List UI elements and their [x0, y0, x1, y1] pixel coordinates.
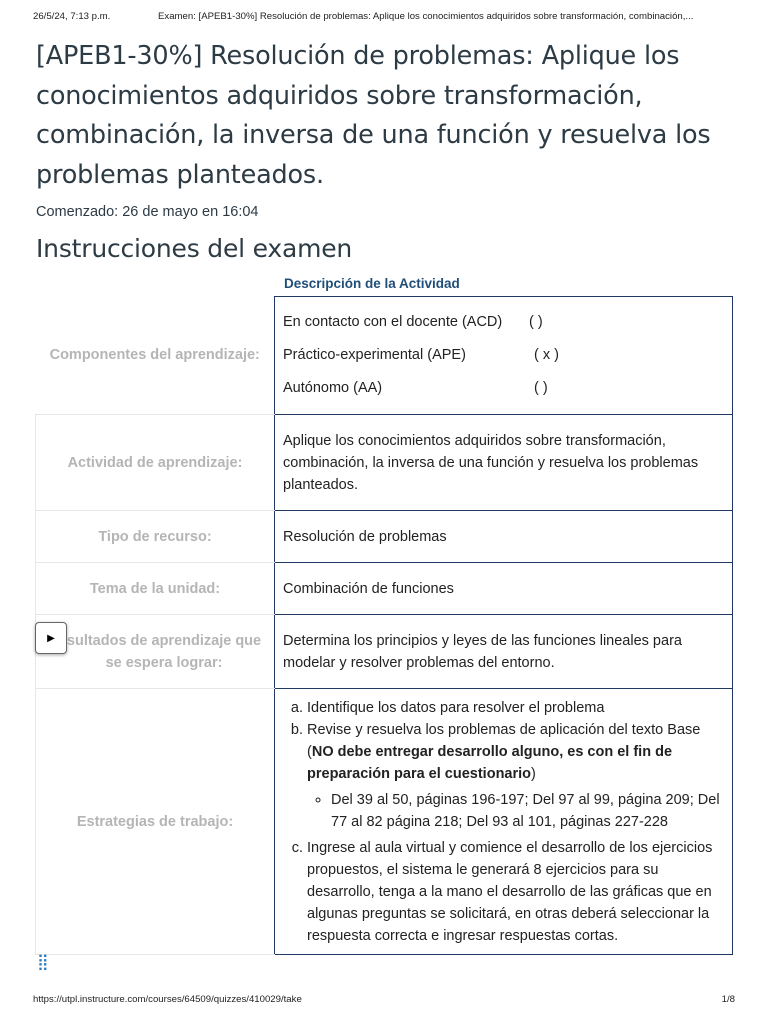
exercise-reference-list: [307, 789, 724, 833]
outcomes-label: sultados de aprendizaje que se espera lograr:: [36, 615, 275, 689]
strategy-text: Ingrese al aula virtual y comience el desarrollo de los ejercicios propuestos, el sistema le generará 8 ejercicios para su desarrollo, tenga a la mano el desarrollo de las gráficas que en algunas preguntas se solicitará, en otras deberá seleccionar la respuesta correcta e ingresar respuestas cortas.: [307, 839, 713, 944]
component-name: Autónomo (AA): [283, 380, 383, 396]
strategy-item-c: [307, 837, 724, 947]
table-row-components: [36, 297, 733, 415]
table-row-activity: [36, 415, 733, 511]
quiz-start-time: Comenzado: 26 de mayo en 16:04: [36, 204, 259, 220]
activity-value: Aplique los conocimientos adquiridos sobre transformación, combinación, la inversa de una función y resuelva los problemas planteados.: [275, 415, 733, 511]
instructions-heading: Instrucciones del examen: [36, 234, 353, 263]
components-cell: [275, 297, 733, 415]
page-url: https://utpl.instructure.com/courses/64509/quizzes/410029/take: [33, 994, 302, 1005]
strategy-text: Identifique los datos para resolver el problema: [307, 699, 605, 716]
strategy-item-b: [307, 719, 724, 833]
component-mark: ( ): [534, 380, 548, 396]
activity-label: Actividad de aprendizaje:: [36, 415, 275, 511]
print-document-title: Examen: [APEB1-30%] Resolución de problemas: Aplique los conocimientos adquiridos sobre transformación, combinación,...: [158, 11, 694, 22]
play-icon: ▶: [47, 632, 55, 644]
outcomes-value: Determina los principios y leyes de las funciones lineales para modelar y resolver problemas del entorno.: [275, 615, 733, 689]
strategies-list: [283, 697, 724, 947]
print-date: 26/5/24, 7:13 p.m.: [33, 11, 111, 22]
strategy-text-end: ): [531, 765, 536, 782]
component-item: [283, 372, 724, 405]
resource-label: Tipo de recurso:: [36, 511, 275, 563]
components-label: Componentes del aprendizaje:: [36, 297, 275, 415]
strategy-emphasis: NO debe entregar desarrollo alguno, es con el fin de preparación para el cuestionario: [307, 743, 673, 782]
resource-value: Resolución de problemas: [275, 511, 733, 563]
component-mark: ( ): [529, 314, 543, 330]
quiz-title: [APEB1-30%] Resolución de problemas: Aplique los conocimientos adquiridos sobre transformación, combinación, la inversa de una función y resuelva los problemas planteados.: [36, 41, 711, 190]
component-mark: ( x ): [534, 347, 559, 363]
topic-label: Tema de la unidad:: [36, 563, 275, 615]
table-row-topic: [36, 563, 733, 615]
component-item: [283, 339, 724, 372]
activity-caption: Descripción de la Actividad: [284, 276, 460, 291]
strategies-label: Estrategias de trabajo:: [36, 689, 275, 955]
table-row-outcomes: [36, 615, 733, 689]
page-number: 1/8: [721, 994, 735, 1005]
strategy-text: Revise y resuelva los problemas de aplicación del texto Base (: [307, 721, 701, 760]
play-button[interactable]: [35, 622, 67, 654]
component-item: [283, 306, 724, 339]
component-name: En contacto con el docente (ACD): [283, 314, 503, 330]
strategies-cell: [275, 689, 733, 955]
table-row-resource: [36, 511, 733, 563]
topic-value: Combinación de funciones: [275, 563, 733, 615]
print-header: [0, 6, 768, 30]
strategy-item-a: [307, 697, 724, 719]
drag-handle-icon[interactable]: ⣿: [37, 954, 49, 971]
activity-table: [35, 296, 733, 955]
exercise-reference: ◦ Del 39 al 50, páginas 196-197; Del 97 al 99, página 209; Del 77 al 82 página 218; Del 93 al 101, páginas 227-228: [331, 789, 724, 833]
component-name: Práctico-experimental (APE): [283, 347, 466, 363]
table-row-strategies: [36, 689, 733, 955]
